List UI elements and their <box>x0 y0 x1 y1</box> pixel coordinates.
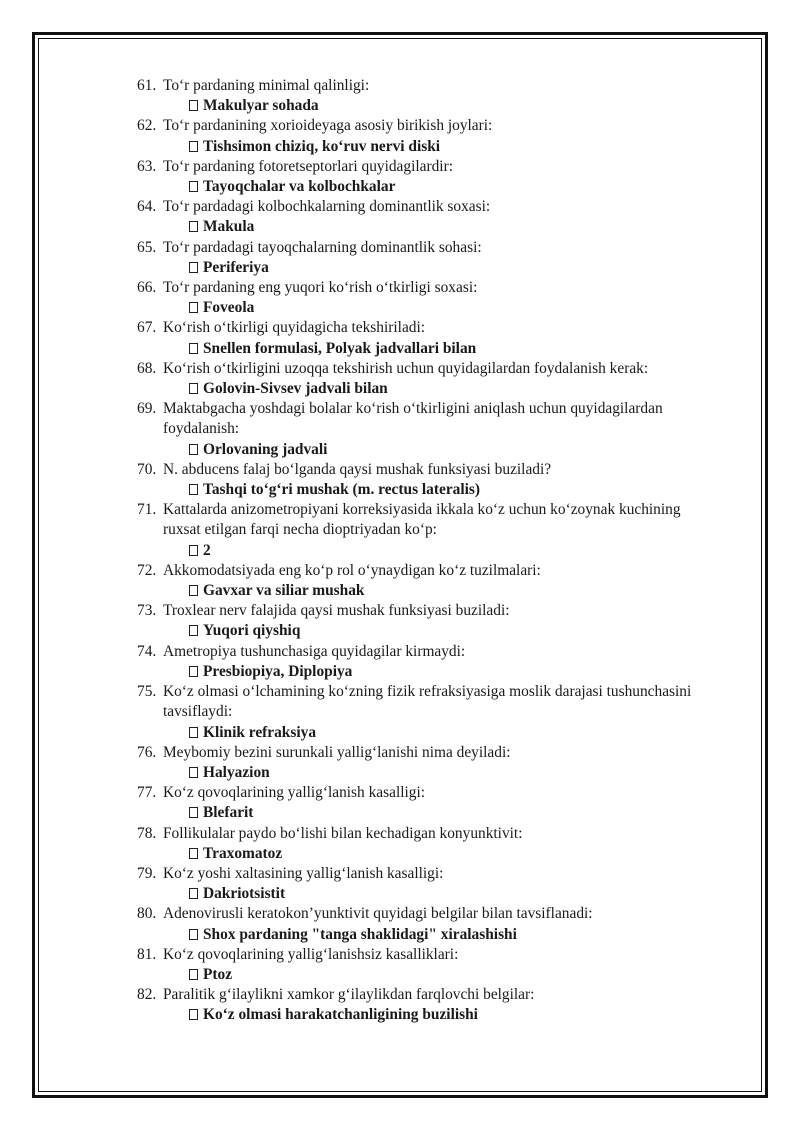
question-number: 71. <box>137 501 157 519</box>
question-text: Paralitik g‘ilaylikni xamkor g‘ilaylikdan farqlovchi belgilar: <box>163 986 535 1004</box>
question-number: 63. <box>137 157 157 175</box>
question-number: 74. <box>137 642 157 660</box>
question-number: 76. <box>137 743 157 761</box>
question-text: Ametropiya tushunchasiga quyidagilar kirmaydi: <box>163 642 466 660</box>
question-number: 64. <box>137 198 157 216</box>
question-text: Ko‘z olmasi o‘lchamining ko‘zning fizik refraksiyasiga moslik darajasi tushunchasini tavsiflaydi: <box>163 683 692 721</box>
question-number: 67. <box>137 319 157 337</box>
question-number: 82. <box>137 986 157 1004</box>
question-number: 78. <box>137 824 157 842</box>
question-item <box>137 601 697 641</box>
answer-row <box>163 884 697 904</box>
question-text: Ko‘rish o‘tkirligini uzoqqa tekshirish uchun quyidagilardan foydalanish kerak: <box>163 359 649 377</box>
answer-text: Ptoz <box>203 965 233 983</box>
checkbox-icon <box>189 262 198 273</box>
checkbox-icon <box>189 666 198 677</box>
question-text: Akkomodatsiyada eng ko‘p rol o‘ynaydigan ko‘z tuzilmalari: <box>163 561 541 579</box>
question-number: 77. <box>137 784 157 802</box>
checkbox-icon <box>189 1009 198 1020</box>
checkbox-icon <box>189 343 198 354</box>
answer-text: Foveola <box>203 299 255 317</box>
question-text: Ko‘z yoshi xaltasining yallig‘lanish kasalligi: <box>163 864 444 882</box>
question-item <box>137 561 697 601</box>
checkbox-icon <box>189 767 198 778</box>
question-item <box>137 945 697 985</box>
answer-text: Presbiopiya, Diplopiya <box>203 662 353 680</box>
answer-text: Makulyar sohada <box>203 97 319 115</box>
answer-row <box>163 258 697 278</box>
answer-text: Dakriotsistit <box>203 885 286 903</box>
question-item <box>137 238 697 278</box>
answer-row <box>163 96 697 116</box>
checkbox-icon <box>189 444 198 455</box>
checkbox-icon <box>189 545 198 556</box>
question-item <box>137 824 697 864</box>
answer-row <box>163 339 697 359</box>
question-number: 62. <box>137 117 157 135</box>
answer-row <box>163 763 697 783</box>
question-number: 68. <box>137 359 157 377</box>
question-number: 65. <box>137 238 157 256</box>
answer-text: Klinik refraksiya <box>203 723 317 741</box>
question-item <box>137 359 697 399</box>
answer-row <box>163 581 697 601</box>
question-number: 72. <box>137 561 157 579</box>
answer-text: Tayoqchalar va kolbochkalar <box>203 178 396 196</box>
checkbox-icon <box>189 141 198 152</box>
question-text: Maktabgacha yoshdagi bolalar ko‘rish o‘tkirligini aniqlash uchun quyidagilardan foydalanish: <box>163 400 663 438</box>
question-item <box>137 197 697 237</box>
answer-row <box>163 440 697 460</box>
answer-text: Blefarit <box>203 804 254 822</box>
checkbox-icon <box>189 727 198 738</box>
checkbox-icon <box>189 888 198 899</box>
question-text: To‘r pardaning fotoretseptorlari quyidagilardir: <box>163 157 453 175</box>
answer-text: Traxomatoz <box>203 844 283 862</box>
answer-text: Tashqi to‘g‘ri mushak (m. rectus lateralis) <box>203 481 481 499</box>
answer-row <box>163 723 697 743</box>
answer-text: Golovin-Sivsev jadvali bilan <box>203 380 388 398</box>
answer-row <box>163 177 697 197</box>
question-item <box>137 76 697 116</box>
checkbox-icon <box>189 181 198 192</box>
question-item <box>137 985 697 1025</box>
question-text: To‘r pardanining xorioideyaga asosiy birikish joylari: <box>163 117 493 135</box>
question-text: Meybomiy bezini surunkali yallig‘lanishi nima deyiladi: <box>163 743 511 761</box>
answer-text: Makula <box>203 218 255 236</box>
checkbox-icon <box>189 221 198 232</box>
answer-text: Snellen formulasi, Polyak jadvallari bilan <box>203 339 477 357</box>
question-item <box>137 116 697 156</box>
question-item <box>137 278 697 318</box>
question-number: 80. <box>137 905 157 923</box>
question-text: Ko‘rish o‘tkirligi quyidagicha tekshiriladi: <box>163 319 426 337</box>
answer-text: Tishsimon chiziq, ko‘ruv nervi diski <box>203 137 441 155</box>
question-text: Ko‘z qovoqlarining yallig‘lanishsiz kasalliklari: <box>163 945 459 963</box>
question-item <box>137 904 697 944</box>
question-number: 75. <box>137 683 157 701</box>
question-number: 69. <box>137 400 157 418</box>
question-text: To‘r pardadagi tayoqchalarning dominantlik sohasi: <box>163 238 482 256</box>
answer-text: Orlovaning jadvali <box>203 440 328 458</box>
question-item <box>137 642 697 682</box>
checkbox-icon <box>189 848 198 859</box>
answer-row <box>163 541 697 561</box>
question-number: 81. <box>137 945 157 963</box>
checkbox-icon <box>189 969 198 980</box>
question-text: Ko‘z qovoqlarining yallig‘lanish kasalligi: <box>163 784 426 802</box>
question-text: Follikulalar paydo bo‘lishi bilan kechadigan konyunktivit: <box>163 824 523 842</box>
answer-text: Periferiya <box>203 258 269 276</box>
question-text: Adenovirusli keratokon’yunktivit quyidagi belgilar bilan tavsiflanadi: <box>163 905 593 923</box>
question-item <box>137 318 697 358</box>
question-number: 79. <box>137 864 157 882</box>
answer-row <box>163 803 697 823</box>
question-item <box>137 783 697 823</box>
checkbox-icon <box>189 302 198 313</box>
question-number: 70. <box>137 460 157 478</box>
question-text: To‘r pardaning minimal qalinligi: <box>163 77 370 94</box>
question-item <box>137 399 697 460</box>
question-text: To‘r pardadagi kolbochkalarning dominantlik soxasi: <box>163 198 491 216</box>
checkbox-icon <box>189 484 198 495</box>
answer-row <box>163 217 697 237</box>
question-text: N. abducens falaj bo‘lganda qaysi mushak funksiyasi buziladi? <box>163 460 552 478</box>
question-item <box>137 682 697 743</box>
answer-text: Yuqori qiyshiq <box>203 622 301 640</box>
question-text: To‘r pardaning eng yuqori ko‘rish o‘tkirligi soxasi: <box>163 279 478 297</box>
answer-row <box>163 1005 697 1025</box>
question-item <box>137 864 697 904</box>
answer-text: Shox pardaning "tanga shaklidagi" xiralashishi <box>203 925 517 943</box>
checkbox-icon <box>189 807 198 818</box>
answer-row <box>163 480 697 500</box>
checkbox-icon <box>189 100 198 111</box>
answer-row <box>163 965 697 985</box>
answer-text: Ko‘z olmasi harakatchanligining buzilishi <box>203 1006 478 1024</box>
answer-row <box>163 137 697 157</box>
question-item <box>137 157 697 197</box>
question-item <box>137 743 697 783</box>
answer-row <box>163 298 697 318</box>
question-item <box>137 460 697 500</box>
answer-text: 2 <box>203 541 211 559</box>
question-list <box>137 76 697 1026</box>
question-text: Troxlear nerv falajida qaysi mushak funksiyasi buziladi: <box>163 602 510 620</box>
checkbox-icon <box>189 625 198 636</box>
question-number: 73. <box>137 602 157 620</box>
checkbox-icon <box>189 585 198 596</box>
answer-text: Gavxar va siliar mushak <box>203 582 365 600</box>
checkbox-icon <box>189 929 198 940</box>
answer-text: Halyazion <box>203 763 270 781</box>
question-number: 66. <box>137 279 157 297</box>
checkbox-icon <box>189 383 198 394</box>
question-item <box>137 500 697 561</box>
question-text: Kattalarda anizometropiyani korreksiyasida ikkala ko‘z uchun ko‘zoynak kuchining ruxsat etilgan farqi necha dioptriyadan ko‘p: <box>163 501 681 539</box>
answer-row <box>163 662 697 682</box>
answer-row <box>163 925 697 945</box>
answer-row <box>163 621 697 641</box>
answer-row <box>163 379 697 399</box>
question-number: 61. <box>137 77 157 94</box>
answer-row <box>163 844 697 864</box>
